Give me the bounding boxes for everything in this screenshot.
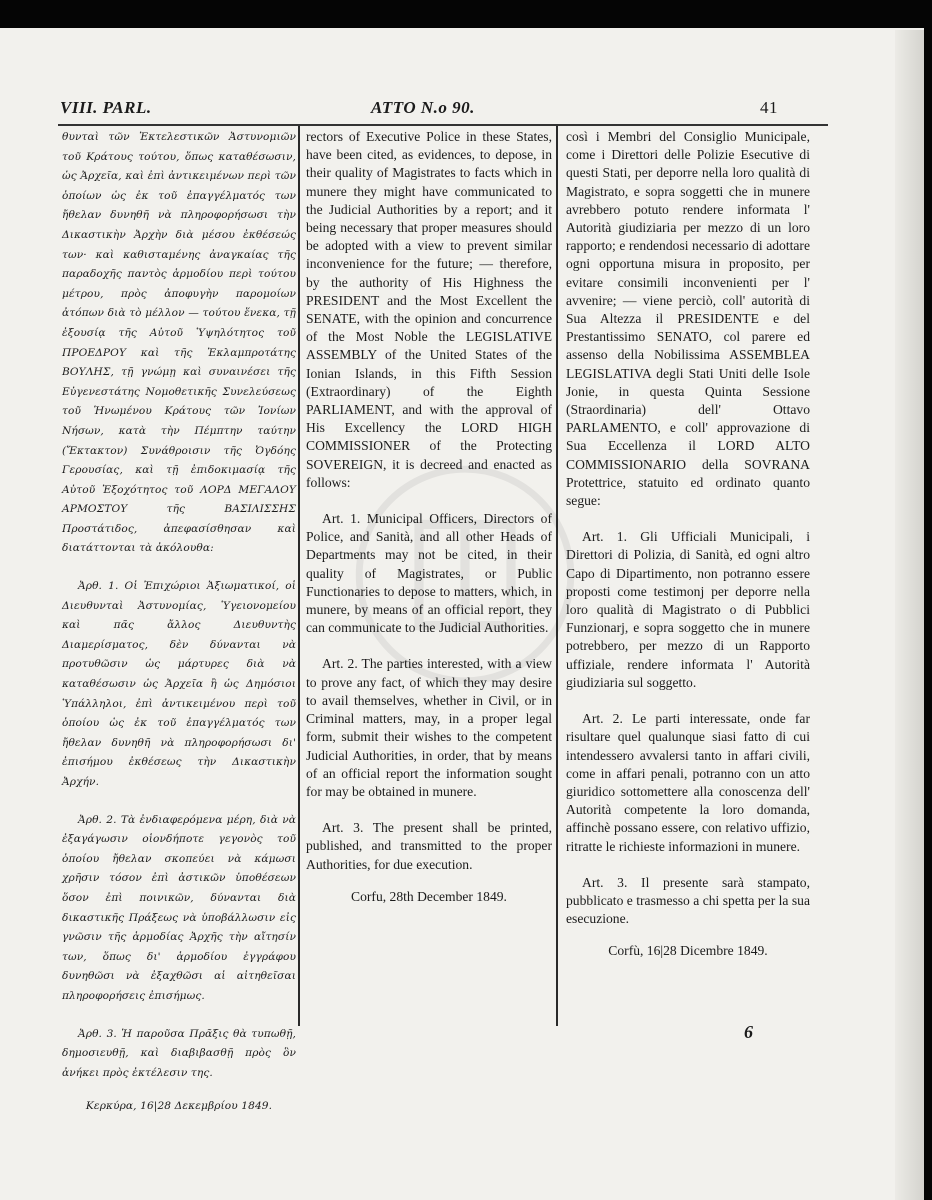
italian-article-2: Art. 2. Le parti interessate, onde far risultare quel qualunque siasi fatto di cui intendessero avvalersi tanto in affari civili, come in affari penali, potranno con un atto giuridico sottomettere alla conoscenza dell' Autorità competente la loro domanda, affinchè possano essere, con relativo uffizio, ritratte le richieste informazioni in munere. <box>566 711 810 854</box>
english-article-3: Art. 3. The present shall be printed, published, and transmitted to the proper Authorities, for due execution. <box>306 820 552 872</box>
english-date: Corfu, 28th December 1849. <box>351 888 507 904</box>
greek-article-2: Ἀρθ. 2. Τὰ ἐνδιαφερόμενα μέρη, διὰ νὰ ἐξαγάγωσιν οἱονδήποτε γεγονὸς τοῦ ὁποίου ἤθελαν σκοπεύει νὰ κάμωσι χρῆσιν τόσον ἐπὶ ἀστικῶν ὑποθέσεων ὅσον ἐπὶ ποινικῶν, δύνανται διὰ δικαστικῆς Πράξεως νὰ ὑποβάλλωσιν εἰς γνῶσιν τῆς ἁρμοδίας Ἀρχῆς τὴν αἴτησίν των, ὅπως δι' ἁρμοδίου ἐγγράφου δυνηθῶσι νὰ ἐξαχθῶσι αἱ αἰτηθεῖσαι πληροφορήσεις ἐπισήμως. <box>62 813 296 1002</box>
header-rule <box>58 124 828 126</box>
greek-article-1: Ἀρθ. 1. Οἱ Ἐπιχώριοι Ἀξιωματικοί, οἱ Διευθυνταὶ Ἀστυνομίας, Ὑγειονομείου καὶ πᾶς ἄλλος Διευθυντὴς Διαμερίσματος, δὲν δύνανται νὰ προτυθῶσιν ὡς μάρτυρες διὰ νὰ καταθέσωσιν ὡς Ἀρχεῖα ἢ ὡς Δημόσιοι Ὑπάλληλοι, ἐπὶ ἀντικειμένου περὶ τοῦ ὁποίου ὡς ἐκ τοῦ ἐπαγγέλματός των ἤθελαν δυνηθῆ νὰ πληροφορήσωσι δι' ἐπισήμου ἐκθέσεως τὴν Δικαστικὴν Ἀρχήν. <box>62 580 296 788</box>
greek-column <box>62 128 296 1113</box>
english-article-1: Art. 1. Municipal Officers, Directors of Police, and Sanità, and all other Heads of Departments may not be cited, in their quality of Magistrates, or Public Functionaries to depose to matters, which, in munere, by means of an official report, they can communicate to the Judicial Authorities. <box>306 511 552 636</box>
greek-intro: θυνταὶ τῶν Ἐκτελεστικῶν Ἀστυνομιῶν τοῦ Κράτους τούτου, ὅπως καταθέσωσιν, ὡς Ἀρχεῖα, καὶ ἐπὶ ἀντικειμένων περὶ τῶν ὁποίων ὡς ἐκ τοῦ ἐπαγγέλματός των ἤθελαν δυνηθῆ νὰ πληροφορήσωσι τὴν Δικαστικὴν Ἀρχὴν διὰ μέσου ἐκθέσεώς των· καὶ καθισταμένης ἀναγκαίας τῆς παραδοχῆς παντὸς ἁρμοδίου περὶ τούτου μέτρου, πρὸς ἀποφυγὴν παρομοίων ἀτόπων διὰ τὸ μέλλον — τούτου ἕνεκα, τῇ ἐξουσίᾳ τῆς Αὐτοῦ Ὑψηλότητος τοῦ ΠΡΟΕΔΡΟΥ καὶ τῆς Ἐκλαμπροτάτης ΒΟΥΛΗΣ, τῇ γνώμῃ καὶ συναινέσει τῆς Εὐγενεστάτης Νομοθετικῆς Συνελεύσεως τοῦ Ἡνωμένου Κράτους τῶν Ἰονίων Νήσων, κατὰ τὴν Πέμπτην ταύτην (Ἔκτακτον) Συνάθροισιν τῆς Ὀγδόης Γερουσίας, καὶ τῇ ἐπιδοκιμασίᾳ τῆς Αὐτοῦ Ἐξοχότητος τοῦ ΛΟΡΔ ΜΕΓΑΛΟΥ ΑΡΜΟΣΤΟΥ τῆς ΒΑΣΙΛΙΣΣΗΣ Προστάτιδος, ἀπεφασίσθησαν καὶ διατάττονται τὰ ἀκόλουθα: <box>62 131 296 555</box>
greek-date: Κερκύρα, 16|28 Δεκεμβρίου 1849. <box>85 1100 273 1113</box>
act-number: ATTO N.o 90. <box>371 98 475 117</box>
page-number: 41 <box>760 98 778 117</box>
column-divider <box>298 126 300 1026</box>
page-edge <box>895 30 924 1200</box>
parliament-label: VIII. PARL. <box>60 98 152 117</box>
greek-article-3: Ἀρθ. 3. Ἡ παροῦσα Πρᾶξις θὰ τυπωθῇ, δημοσιευθῇ, καὶ διαβιβασθῇ πρὸς ὃν ἀνήκει πρὸς ἐκτέλεσιν της. <box>62 1027 296 1079</box>
italian-article-1: Art. 1. Gli Ufficiali Municipali, i Direttori di Polizia, di Sanità, ed ogni altro Capo di Dipartimento, non potranno essere proposti come testimonj per deporre nella loro qualità di Magistrato o di Pubblici Funzionarj, e sopra soggetto che in munere potrebbero, per mezzo di un Rapporto uffiziale, rendere informata l' Autorità giudiziaria sul soggetto. <box>566 529 810 690</box>
running-header <box>60 98 880 124</box>
italian-date: Corfù, 16|28 Dicembre 1849. <box>608 943 768 959</box>
page-signature: 6 <box>744 1022 753 1042</box>
italian-column <box>566 128 810 971</box>
english-column <box>306 128 552 916</box>
english-article-2: Art. 2. The parties interested, with a view to prove any fact, of which they may desire to avail themselves, whether in Civil, or in Criminal matters, may, in a proper legal form, submit their wishes to the competent Judicial Authorities, in order, that by means of an official report the information sought for may be obtained in munere. <box>306 656 552 799</box>
italian-intro: così i Membri del Consiglio Municipale, come i Direttori delle Polizie Esecutive di questi Stati, per deporre nella loro qualità di Magistrato, e sopra soggetti che in munere avrebbero potuto rendere informata l' Autorità giudiziaria per mezzo di un loro rapporto; e rendendosi necessario di adottare ogni opportuna misura in proposito, per evitare consimili inconvenienti per l' avvenire; — viene perciò, coll' autorità di Sua Altezza il PRESIDENTE e del Prestantissimo SENATO, col parere ed assenso della Nobilissima ASSEMBLEA LEGISLATIVA degli Stati Uniti delle Isole Jonie, in questa Quinta Sessione (Straordinaria) dell' Ottavo PARLAMENTO, e coll' approvazione di Sua Eccellenza il LORD ALTO COMMISSIONARIO della SOVRANA Protettrice, statuito ed ordinato quanto segue: <box>566 129 810 509</box>
italian-article-3: Art. 3. Il presente sarà stampato, pubblicato e trasmesso a chi spetta per la sua esecuzione. <box>566 874 810 927</box>
english-intro: rectors of Executive Police in these States, have been cited, as evidences, to depose, in their quality of Magistrates to facts which in munere they might have communicated to the Judicial Authorities by a report; and it being necessary that proper measures should be adopted with a view to prevent similar inconvenience for the future; — therefore, by the authority of His Highness the PRESIDENT and the Most Excellent the SENATE, with the opinion and concurrence of the Most Noble the LEGISLATIVE ASSEMBLY of the United States of the Ionian Islands, in this Fifth Session (Extraordinary) of the Eighth PARLIAMENT, and with the approval of His Excellency the LORD HIGH COMMISSIONER of the Protecting SOVEREIGN, it is decreed and enacted as follows: <box>306 129 552 490</box>
column-divider <box>556 126 558 1026</box>
